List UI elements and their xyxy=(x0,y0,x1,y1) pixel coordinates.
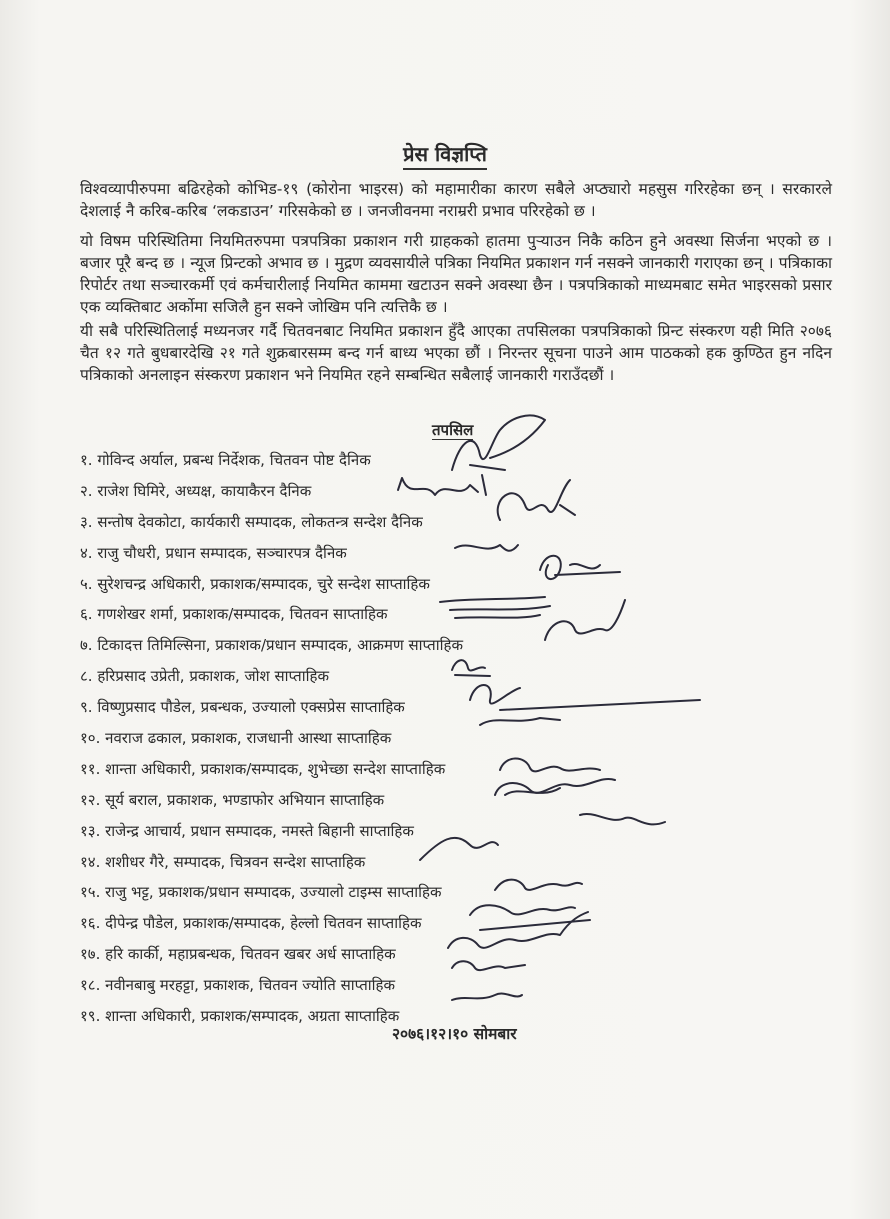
press-release-title xyxy=(0,140,890,167)
document-date: २०७६।१२।१० सोमबार xyxy=(392,1025,517,1043)
signatory-item: १३. राजेन्द्र आचार्य, प्रधान सम्पादक, नमस्ते बिहानी साप्ताहिक xyxy=(80,821,414,840)
paragraph-1: विश्वव्यापीरुपमा बढिरहेको कोभिड-१९ (कोरोना भाइरस) को महामारीका कारण सबैले अप्ठ्यारो महसुस गरिरहेका छन् । सरकारले देशलाई नै करिब-करिब ‘लकडाउन’ गरिसकेको छ । जनजीवनमा नराम्ररी प्रभाव परिरहेको छ । xyxy=(80,180,832,220)
signatory-item: ८. हरिप्रसाद उप्रेती, प्रकाशक, जोश साप्ताहिक xyxy=(80,667,329,686)
signatory-item: १८. नवीनबाबु मरहट्टा, प्रकाशक, चितवन ज्योति साप्ताहिक xyxy=(80,976,396,995)
signatory-item: ११. शान्ता अधिकारी, प्रकाशक/सम्पादक, शुभेच्छा सन्देश साप्ताहिक xyxy=(80,759,446,778)
signatory-item: १६. दीपेन्द्र पौडेल, प्रकाशक/सम्पादक, हेल्लो चितवन साप्ताहिक xyxy=(80,914,422,933)
list-heading-text: तपसिल xyxy=(432,421,474,439)
signatory-item: १९. शान्ता अधिकारी, प्रकाशक/सम्पादक, अग्रता साप्ताहिक xyxy=(80,1007,400,1026)
signatory-item: १७. हरि कार्की, महाप्रबन्धक, चितवन खबर अर्ध साप्ताहिक xyxy=(80,945,396,964)
signatory-item: १२. सूर्य बराल, प्रकाशक, भण्डाफोर अभियान साप्ताहिक xyxy=(80,790,385,809)
signatory-item: ३. सन्तोष देवकोटा, कार्यकारी सम्पादक, लोकतन्त्र सन्देश दैनिक xyxy=(80,512,423,531)
paragraph-2: यो विषम परिस्थितिमा नियमितरुपमा पत्रपत्रिका प्रकाशन गरी ग्राहकको हातमा पुर्‍याउन निकै कठिन हुने अवस्था सिर्जना भएको छ । बजार पूरै बन्द छ । न्यूज प्रिन्टको अभाव छ । मुद्रण व्यवसायीले पत्रिका नियमित प्रकाशन गर्न नसक्ने जानकारी गराएका छन् । पत्रिकाका रिपोर्टर तथा सञ्चारकर्मी एवं कर्मचारीलाई नियमित काममा खटाउन सक्ने अवस्था छैन । पत्रपत्रिकाको माध्यमबाट समेत भाइरसको प्रसार एक व्यक्तिबाट अर्कोमा सजिलै हुन सक्ने जोखिम पनि त्यत्तिकै छ । xyxy=(80,232,832,316)
title-text: प्रेस विज्ञप्ति xyxy=(403,142,487,170)
signatory-item: १४. शशीधर गैरे, सम्पादक, चित्रवन सन्देश साप्ताहिक xyxy=(80,852,366,871)
signatory-item: ९. विष्णुप्रसाद पौडेल, प्रबन्धक, उज्यालो एक्सप्रेस साप्ताहिक xyxy=(80,698,405,717)
signatory-item: ६. गणशेखर शर्मा, प्रकाशक/सम्पादक, चितवन साप्ताहिक xyxy=(80,605,388,624)
signatory-item: १. गोविन्द अर्याल, प्रबन्ध निर्देशक, चितवन पोष्ट दैनिक xyxy=(80,451,371,469)
signatory-item: ५. सुरेशचन्द्र अधिकारी, प्रकाशक/सम्पादक, चुरे सन्देश साप्ताहिक xyxy=(80,574,430,593)
list-heading xyxy=(432,420,473,440)
signatory-item: १५. राजु भट्ट, प्रकाशक/प्रधान सम्पादक, उज्यालो टाइम्स साप्ताहिक xyxy=(80,883,442,902)
signatory-item: २. राजेश घिमिरे, अध्यक्ष, कायाकैरन दैनिक xyxy=(80,481,312,500)
signatory-item: ४. राजु चौधरी, प्रधान सम्पादक, सञ्चारपत्र दैनिक xyxy=(80,543,347,562)
signatory-list xyxy=(80,450,680,1037)
signatory-item: ७. टिकादत्त तिमिल्सिना, प्रकाशक/प्रधान सम्पादक, आक्रमण साप्ताहिक xyxy=(80,636,463,655)
paragraph-3: यी सबै परिस्थितिलाई मध्यनजर गर्दै चितवनबाट नियमित प्रकाशन हुँदै आएका तपसिलका पत्रपत्रिकाको प्रिन्ट संस्करण यही मिति २०७६ चैत १२ गते बुधबारदेखि २१ गते शुक्रबारसम्म बन्द गर्न बाध्य भएका छौं । निरन्तर सूचना पाउने आम पाठकको हक कुण्ठित हुन नदिन पत्रिकाको अनलाइन संस्करण प्रकाशन भने नियमित रहने सम्बन्धित सबैलाई जानकारी गराउँदछौं । xyxy=(80,322,832,384)
signatory-item: १०. नवराज ढकाल, प्रकाशक, राजधानी आस्था साप्ताहिक xyxy=(80,729,392,748)
